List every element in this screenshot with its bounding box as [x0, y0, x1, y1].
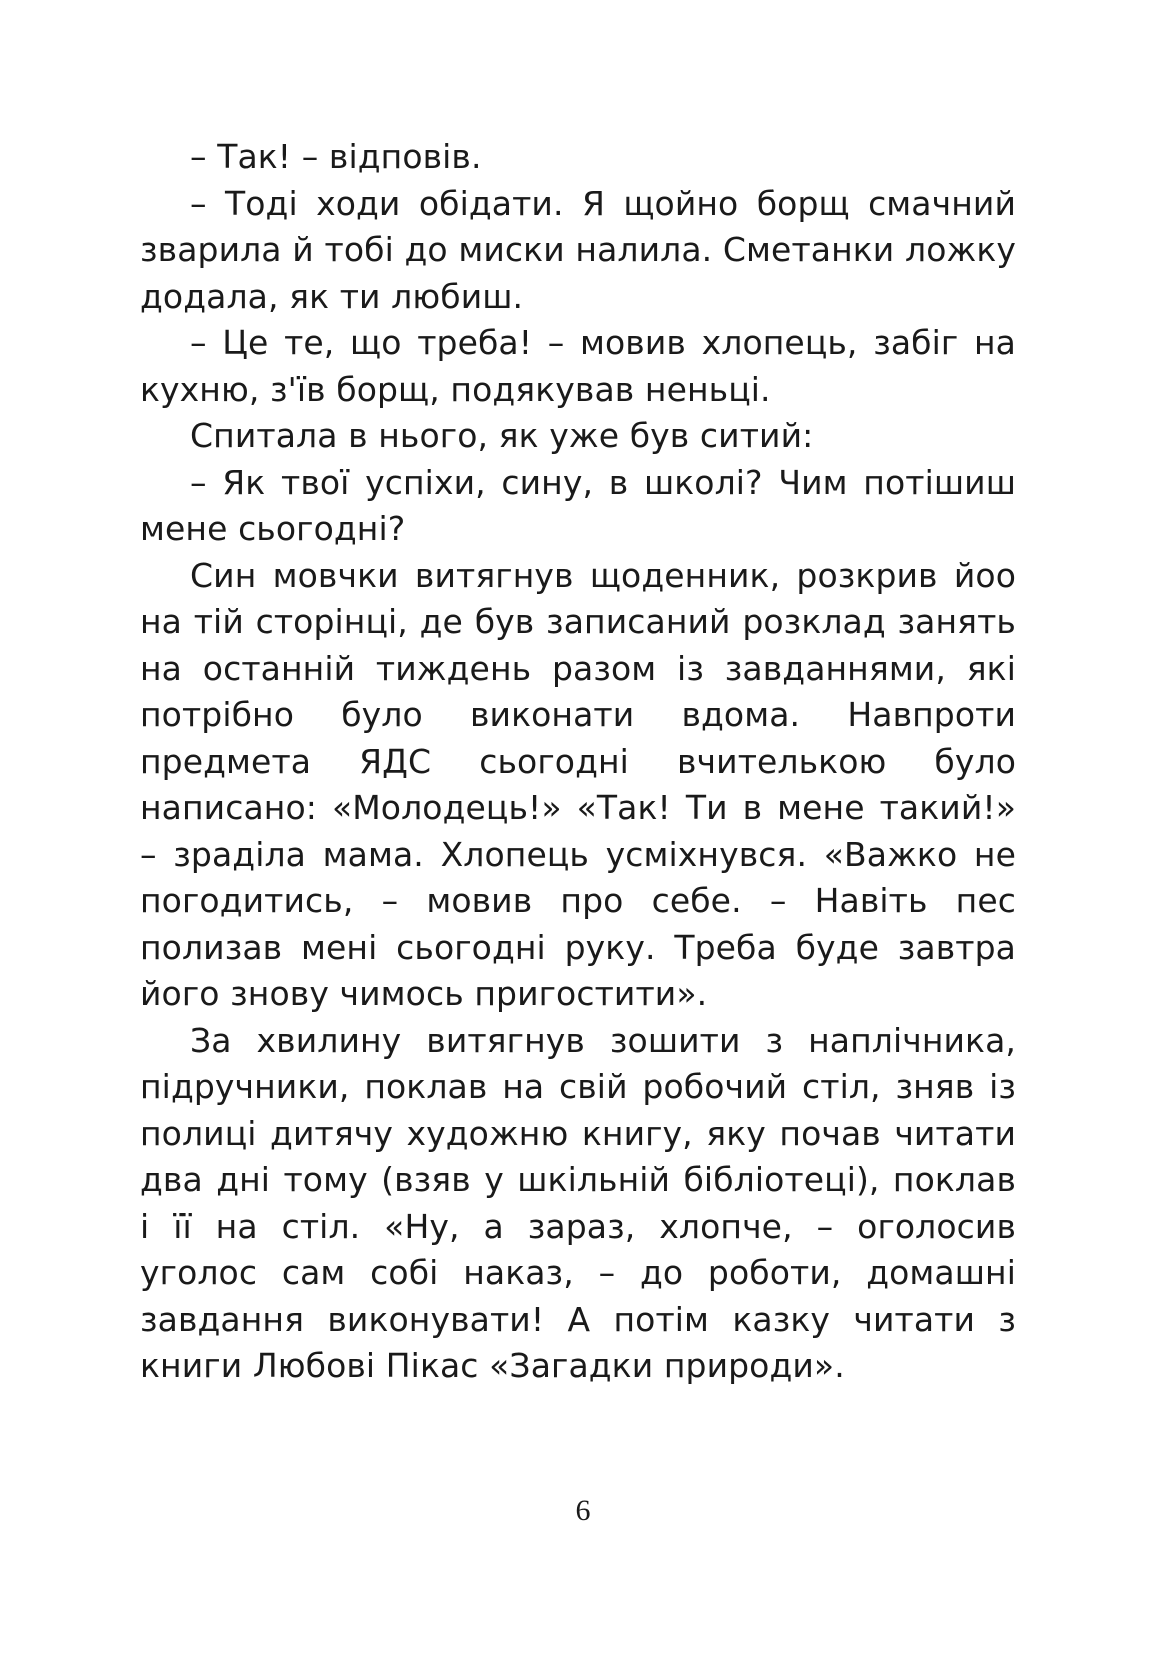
paragraph-homework: За хвилину витягнув зошити з наплічника, підручники, поклав на свій робочий стіл, зняв із полиці дитячу художню книгу, яку почав читати два дні тому (взяв у шкільній бібліотеці), поклав і її на стіл. «Ну, а зараз, хлопче, – оголосив уголос сам собі наказ, – до роботи, домашні завдання виконувати! А потім казку читати з книги Любові Пікас «Загадки природи».	[140, 1020, 1016, 1385]
page-number: 6	[575, 1494, 591, 1527]
paragraph-mother-asks: Спитала в нього, як уже був ситий:	[190, 416, 814, 455]
paragraph-answer: – Так! – відповів.	[190, 137, 482, 176]
paragraph-school-question: – Як твої успіхи, сину, в школі? Чим потішиш мене сьогодні?	[140, 462, 1016, 548]
body-text	[140, 134, 1016, 1390]
paragraph-diary: Син мовчки витягнув щоденник, розкрив йоо на тій сторінці, де був записаний розклад занять на останній тиждень разом із завданнями, які потрібно було виконати вдома. Навпроти предмета ЯДС сьогодні вчителькою було написано: «Молодець!» «Так! Ти в мене такий!» – зраділа мама. Хлопець усміхнувся. «Важко не погодитись, – мовив про себе. – Навіть пес полизав мені сьогодні руку. Треба буде завтра його знову чимось пригостити».	[140, 555, 1016, 1013]
paragraph-boy-eats: – Це те, що треба! – мовив хлопець, забіг на кухню, з'їв борщ, подякував неньці.	[140, 323, 1016, 409]
paragraph-dinner-invite: – Тоді ходи обідати. Я щойно борщ смачний зварила й тобі до миски налила. Сметанки ложку додала, як ти любиш.	[140, 183, 1016, 316]
